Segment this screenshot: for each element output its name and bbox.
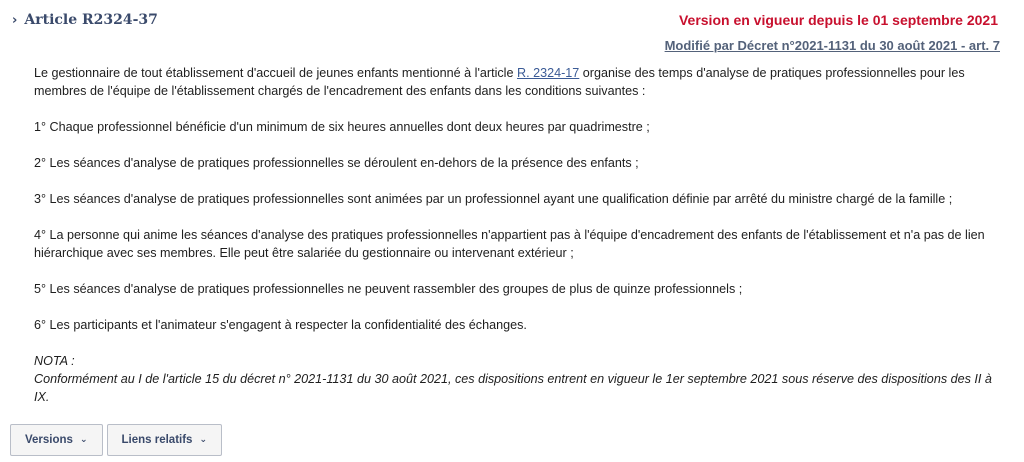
list-item: 4° La personne qui anime les séances d'analyse des pratiques professionnelles n'appartient pas à l'équipe d'encadrement des enfants de l'établissement et n'a pas de lien hiérarchique avec ses membres. Elle peut être salariée du gestionnaire ou intervenant extérieur ; xyxy=(34,228,985,260)
list-item: 1° Chaque professionnel bénéficie d'un minimum de six heures annuelles dont deux heures par quadrimestre ; xyxy=(34,120,650,134)
article-header xyxy=(0,0,1024,60)
list-item: 6° Les participants et l'animateur s'engagent à respecter la confidentialité des échanges. xyxy=(34,318,527,332)
versions-label: Versions xyxy=(25,434,73,446)
intro-prefix: Le gestionnaire de tout établissement d'accueil de jeunes enfants mentionné à l'article xyxy=(34,66,517,80)
chevron-down-icon: ⌄ xyxy=(79,435,88,445)
liens-relatifs-label: Liens relatifs xyxy=(121,434,193,446)
versions-button[interactable] xyxy=(10,424,103,456)
intro-suffix: organise des temps d'analyse de pratiques professionnelles pour les membres de l'équipe de l'établissement chargés de l'encadrement des enfants dans les conditions suivantes : xyxy=(34,66,965,98)
article-reference-link[interactable]: R. 2324-17 xyxy=(516,66,580,80)
nota-block xyxy=(34,352,1004,406)
nota-label: NOTA : xyxy=(34,354,75,368)
chevron-down-icon: ⌄ xyxy=(199,435,207,445)
version-status: Version en vigueur depuis le 01 septembre 2021 xyxy=(678,12,998,28)
list-item: 3° Les séances d'analyse de pratiques professionnelles sont animées par un professionnel ayant une qualification définie par arrêté du ministre chargé de la famille ; xyxy=(34,192,953,206)
chevron-right-icon: › xyxy=(12,12,18,28)
list-item: 5° Les séances d'analyse de pratiques professionnelles ne peuvent rassembler des groupes de plus de quinze professionnels ; xyxy=(34,282,743,296)
intro-paragraph xyxy=(34,64,1004,100)
list-item: 2° Les séances d'analyse de pratiques professionnelles se déroulent en-dehors de la présence des enfants ; xyxy=(34,156,639,170)
action-buttons xyxy=(10,424,222,456)
article-content xyxy=(34,64,1004,406)
article-toggle[interactable] xyxy=(12,12,158,28)
modified-by-link[interactable]: Modifié par Décret n°2021-1131 du 30 août 2021 - art. 7 xyxy=(664,38,1000,53)
nota-text: Conformément au I de l'article 15 du décret n° 2021-1131 du 30 août 2021, ces dispositions entrent en vigueur le 1er septembre 2021 sous réserve des dispositions des II à IX. xyxy=(34,372,992,404)
article-title: Article R2324-37 xyxy=(24,12,158,28)
liens-relatifs-button[interactable] xyxy=(107,424,223,456)
